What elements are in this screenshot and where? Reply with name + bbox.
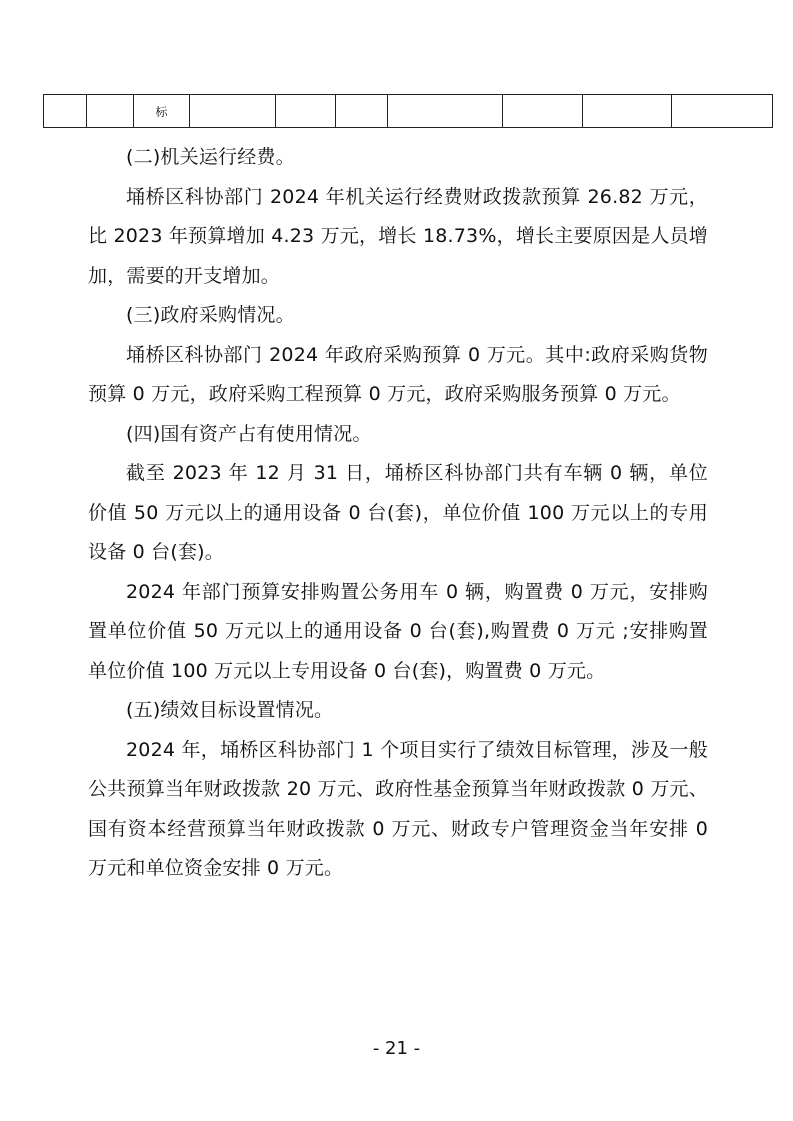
paragraph-procurement: 埇桥区科协部门 2024 年政府采购预算 0 万元。其中:政府采购货物预算 0 万元，政府采购工程预算 0 万元，政府采购服务预算 0 万元。 [88,343,708,405]
table-cell [189,94,275,128]
document-body [88,138,708,889]
table-fragment [43,94,773,128]
table-cell [43,94,86,128]
table-cell [582,94,671,128]
section-heading-procurement: (三)政府采购情况。 [126,304,295,326]
paragraph-assets: 截至 2023 年 12 月 31 日，埇桥区科协部门共有车辆 0 辆，单位价值 50 万元以上的通用设备 0 台(套)，单位价值 100 万元以上的专用设备 0 台(套)。 [88,462,708,563]
table-cell [86,94,133,128]
paragraph-purchases: 2024 年部门预算安排购置公务用车 0 辆，购置费 0 万元，安排购置单位价值 50 万元以上的通用设备 0 台(套),购置费 0 万元 ;安排购置单位价值 100 万元以上专用设备 0 台(套)，购置费 0 万元。 [88,580,708,682]
table-cell [671,94,773,128]
table-cell-label: 标 [133,94,189,128]
page-number: - 21 - [372,1038,421,1059]
section-heading-assets: (四)国有资产占有使用情况。 [126,422,372,445]
section-heading-performance: (五)绩效目标设置情况。 [126,699,334,721]
section-heading-operating-costs: (二)机关运行经费。 [126,146,295,168]
paragraph-performance: 2024 年，埇桥区科协部门 1 个项目实行了绩效目标管理，涉及一般公共预算当年财政拨款 20 万元、政府性基金预算当年财政拨款 0 万元、国有资本经营预算当年财政拨款 0 万元、财政专户管理资金当年安排 0 万元和单位资金安排 0 万元。 [88,738,708,879]
table-cell [335,94,387,128]
table-cell [275,94,335,128]
table-cell [387,94,502,128]
table-cell [502,94,582,128]
paragraph-operating-costs: 埇桥区科协部门 2024 年机关运行经费财政拨款预算 26.82 万元，比 2023 年预算增加 4.23 万元，增长 18.73%，增长主要原因是人员增加，需要的开支增加。 [88,185,708,287]
